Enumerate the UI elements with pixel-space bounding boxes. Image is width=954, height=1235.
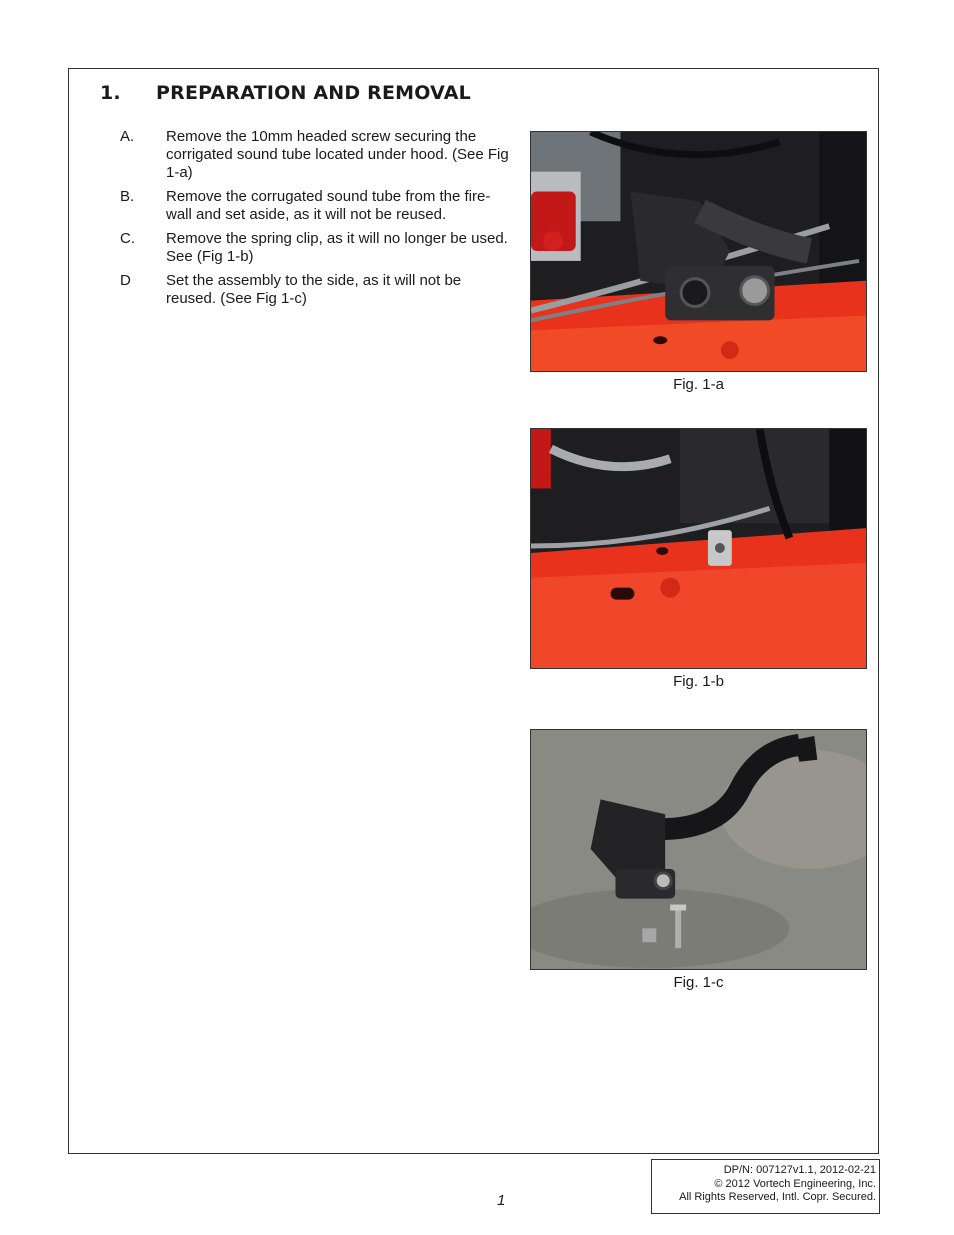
figure-1b-caption: Fig. 1-b — [673, 673, 724, 690]
step-item — [120, 128, 515, 182]
step-letter: C. — [120, 230, 135, 247]
figure-1b-photo — [530, 428, 867, 669]
step-text: Remove the corrugated sound tube from the fire-wall and set aside, as it will not be reused. — [166, 188, 491, 223]
figure-1c-photo — [530, 729, 867, 970]
section-heading — [100, 82, 471, 104]
figure-1a-photo — [530, 131, 867, 372]
step-letter: D — [120, 272, 131, 289]
step-letter: B. — [120, 188, 135, 205]
section-title: PREPARATION AND REMOVAL — [156, 82, 471, 104]
section-number: 1. — [100, 82, 121, 104]
step-list — [120, 128, 515, 314]
step-item — [120, 272, 515, 308]
step-text: Remove the spring clip, as it will no longer be used. See (Fig 1-b) — [166, 230, 508, 265]
figure-1c-caption: Fig. 1-c — [673, 974, 724, 991]
step-item — [120, 188, 515, 224]
figure-1a-caption: Fig. 1-a — [673, 376, 724, 393]
step-item — [120, 230, 515, 266]
step-text: Remove the 10mm headed screw securing the corrigated sound tube located under hood. (See Fig 1-a) — [166, 128, 509, 181]
footer-info-box — [651, 1159, 880, 1214]
copyright-text: © 2012 Vortech Engineering, Inc. — [714, 1177, 876, 1190]
page-number: 1 — [497, 1192, 506, 1209]
step-letter: A. — [120, 128, 135, 145]
rights-text: All Rights Reserved, Intl. Copr. Secured. — [679, 1191, 876, 1203]
part-number: DP/N: 007127v1.1, 2012-02-21 — [723, 1164, 876, 1176]
step-text: Set the assembly to the side, as it will not be reused. (See Fig 1-c) — [166, 272, 462, 307]
